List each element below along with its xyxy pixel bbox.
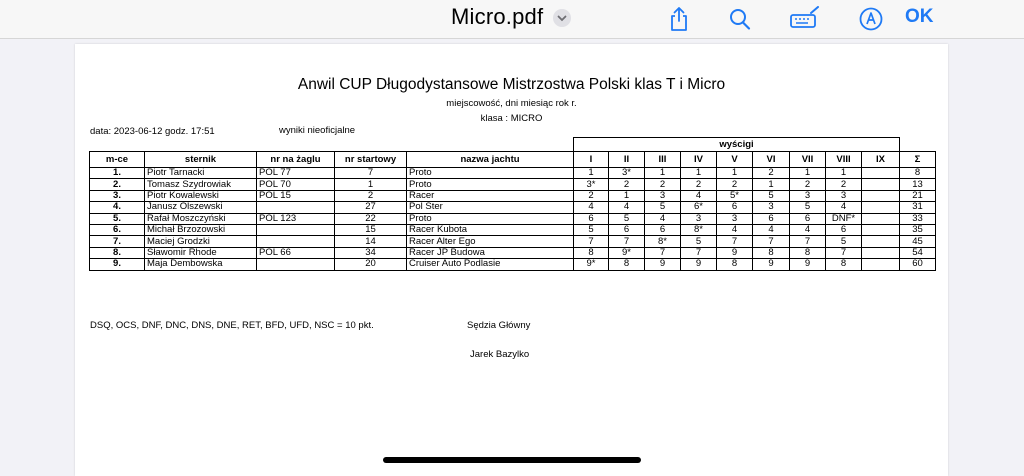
date-line: data: 2023-06-12 godz. 17:51 xyxy=(90,126,215,137)
judge-title: Sędzia Główny xyxy=(467,320,531,331)
race-score-cell: 6 xyxy=(574,213,609,224)
place-cell: 1. xyxy=(90,168,145,179)
race-score-cell: 4 xyxy=(645,213,681,224)
race-score-cell: 5 xyxy=(645,202,681,213)
table-row xyxy=(90,202,936,213)
start-number-cell: 34 xyxy=(335,247,407,258)
column-header: nazwa jachtu xyxy=(407,152,574,168)
sail-number-cell: POL 15 xyxy=(257,190,335,201)
race-score-cell xyxy=(862,224,900,235)
race-score-cell: 1 xyxy=(790,168,826,179)
start-number-cell: 2 xyxy=(335,190,407,201)
race-score-cell: 2 xyxy=(681,179,717,190)
race-score-cell: 7 xyxy=(826,247,862,258)
race-score-cell: 4 xyxy=(826,202,862,213)
place-cell: 3. xyxy=(90,190,145,201)
total-cell: 54 xyxy=(900,247,936,258)
helm-cell: Sławomir Rhode xyxy=(145,247,257,258)
race-score-cell: 2 xyxy=(609,179,645,190)
race-score-cell: 7 xyxy=(609,236,645,247)
yacht-name-cell: Racer Alter Ego xyxy=(407,236,574,247)
race-score-cell: 8 xyxy=(753,247,790,258)
race-score-cell xyxy=(862,168,900,179)
race-score-cell: 8 xyxy=(609,259,645,270)
race-score-cell: 8 xyxy=(790,247,826,258)
location-line: miejscowość, dni miesiąc rok r. xyxy=(446,98,577,109)
column-header: nr na żaglu xyxy=(257,152,335,168)
document-title: Anwil CUP Długodystansowe Mistrzostwa Polski klas T i Micro xyxy=(297,76,726,93)
race-score-cell: 9 xyxy=(717,247,753,258)
race-score-cell: 4 xyxy=(574,202,609,213)
yacht-name-cell: Racer JP Budowa xyxy=(407,247,574,258)
place-cell: 7. xyxy=(90,236,145,247)
start-number-cell: 7 xyxy=(335,168,407,179)
race-score-cell: 4 xyxy=(681,190,717,201)
place-cell: 8. xyxy=(90,247,145,258)
done-button[interactable]: OK xyxy=(905,6,934,27)
judge-name: Jarek Bazylko xyxy=(470,349,530,360)
column-header: sternik xyxy=(145,152,257,168)
helm-cell: Janusz Olszewski xyxy=(145,202,257,213)
document-filename[interactable]: Micro.pdf xyxy=(451,4,544,29)
column-header: III xyxy=(645,152,681,168)
column-header: nr startowy xyxy=(335,152,407,168)
helm-cell: Piotr Kowalewski xyxy=(145,190,257,201)
race-score-cell: 6 xyxy=(826,224,862,235)
race-score-cell: 3 xyxy=(645,190,681,201)
race-score-cell: 9 xyxy=(753,259,790,270)
race-score-cell: 1 xyxy=(645,168,681,179)
race-score-cell: 3 xyxy=(826,190,862,201)
column-header: I xyxy=(574,152,609,168)
race-score-cell xyxy=(862,259,900,270)
race-score-cell: 7 xyxy=(790,236,826,247)
column-header: IV xyxy=(681,152,717,168)
yacht-name-cell: Proto xyxy=(407,213,574,224)
race-score-cell: 5 xyxy=(826,236,862,247)
start-number-cell: 15 xyxy=(335,224,407,235)
race-score-cell: 3 xyxy=(681,213,717,224)
home-indicator[interactable] xyxy=(383,457,641,463)
total-cell: 45 xyxy=(900,236,936,247)
helm-cell: Michał Brzozowski xyxy=(145,224,257,235)
race-score-cell: 3* xyxy=(609,168,645,179)
race-score-cell: 6* xyxy=(681,202,717,213)
table-row xyxy=(90,168,936,179)
race-score-cell: 9* xyxy=(574,259,609,270)
column-header: II xyxy=(609,152,645,168)
race-score-cell: 9* xyxy=(609,247,645,258)
class-line: klasa : MICRO xyxy=(480,113,543,124)
race-score-cell: 3 xyxy=(790,190,826,201)
race-score-cell: 5 xyxy=(681,236,717,247)
race-score-cell: 2 xyxy=(645,179,681,190)
yacht-name-cell: Proto xyxy=(407,168,574,179)
table-row xyxy=(90,179,936,190)
race-score-cell: 1 xyxy=(826,168,862,179)
race-score-cell: 5* xyxy=(717,190,753,201)
markup-icon[interactable] xyxy=(789,6,821,37)
sail-number-cell xyxy=(257,236,335,247)
race-score-cell: 8 xyxy=(826,259,862,270)
pdf-page xyxy=(75,44,948,476)
race-score-cell: 8* xyxy=(681,224,717,235)
table-row xyxy=(90,190,936,201)
total-cell: 33 xyxy=(900,213,936,224)
place-cell: 6. xyxy=(90,224,145,235)
place-cell: 5. xyxy=(90,213,145,224)
place-cell: 2. xyxy=(90,179,145,190)
race-score-cell xyxy=(862,202,900,213)
race-score-cell xyxy=(862,190,900,201)
race-score-cell: 6 xyxy=(609,224,645,235)
race-score-cell: 8 xyxy=(717,259,753,270)
race-score-cell: 3 xyxy=(753,202,790,213)
race-score-cell xyxy=(862,247,900,258)
race-score-cell: 5 xyxy=(753,190,790,201)
sail-number-cell xyxy=(257,224,335,235)
race-score-cell: 7 xyxy=(574,236,609,247)
pdf-toolbar xyxy=(0,0,1024,39)
yacht-name-cell: Racer xyxy=(407,190,574,201)
helm-cell: Maciej Grodzki xyxy=(145,236,257,247)
annotate-icon[interactable] xyxy=(858,6,884,37)
penalty-footnote: DSQ, OCS, DNF, DNC, DNS, DNE, RET, BFD, UFD, NSC = 10 pkt. xyxy=(90,320,374,331)
total-cell: 8 xyxy=(900,168,936,179)
race-score-cell: 4 xyxy=(753,224,790,235)
sail-number-cell: POL 66 xyxy=(257,247,335,258)
race-score-cell: 3* xyxy=(574,179,609,190)
race-score-cell: 2 xyxy=(717,179,753,190)
table-header-row xyxy=(90,152,936,168)
race-score-cell: 7 xyxy=(645,247,681,258)
total-cell: 60 xyxy=(900,259,936,270)
status-line: wyniki nieoficjalne xyxy=(279,125,356,136)
table-row xyxy=(90,259,936,270)
race-score-cell: 7 xyxy=(681,247,717,258)
helm-cell: Rafał Moszczyński xyxy=(145,213,257,224)
race-score-cell: 2 xyxy=(826,179,862,190)
share-icon[interactable] xyxy=(668,6,690,37)
table-row xyxy=(90,213,936,224)
race-score-cell: 4 xyxy=(717,224,753,235)
race-score-cell: 9 xyxy=(645,259,681,270)
race-score-cell: 4 xyxy=(609,202,645,213)
race-score-cell: 3 xyxy=(717,213,753,224)
column-header: m-ce xyxy=(90,152,145,168)
race-score-cell: 1 xyxy=(681,168,717,179)
helm-cell: Piotr Tarnacki xyxy=(145,168,257,179)
sail-number-cell xyxy=(257,202,335,213)
start-number-cell: 27 xyxy=(335,202,407,213)
race-score-cell: 6 xyxy=(645,224,681,235)
race-score-cell: 2 xyxy=(574,190,609,201)
sail-number-cell: POL 123 xyxy=(257,213,335,224)
race-score-cell xyxy=(862,179,900,190)
race-score-cell: 4 xyxy=(790,224,826,235)
column-header: V xyxy=(717,152,753,168)
total-cell: 13 xyxy=(900,179,936,190)
table-row xyxy=(90,224,936,235)
race-score-cell: 6 xyxy=(753,213,790,224)
yacht-name-cell: Racer Kubota xyxy=(407,224,574,235)
race-score-cell: 5 xyxy=(790,202,826,213)
start-number-cell: 1 xyxy=(335,179,407,190)
table-row xyxy=(90,236,936,247)
total-cell: 31 xyxy=(900,202,936,213)
race-score-cell: 5 xyxy=(609,213,645,224)
place-cell: 9. xyxy=(90,259,145,270)
yacht-name-cell: Cruiser Auto Podlasie xyxy=(407,259,574,270)
total-cell: 21 xyxy=(900,190,936,201)
race-score-cell xyxy=(862,236,900,247)
sail-number-cell xyxy=(257,259,335,270)
results-table xyxy=(89,137,936,271)
column-header: VIII xyxy=(826,152,862,168)
race-score-cell: 6 xyxy=(717,202,753,213)
race-score-cell: 2 xyxy=(753,168,790,179)
helm-cell: Maja Dembowska xyxy=(145,259,257,270)
race-score-cell xyxy=(862,213,900,224)
race-score-cell: 6 xyxy=(790,213,826,224)
race-score-cell: 5 xyxy=(574,224,609,235)
column-header: IX xyxy=(862,152,900,168)
yacht-name-cell: Pol Ster xyxy=(407,202,574,213)
sail-number-cell: POL 70 xyxy=(257,179,335,190)
column-header: VII xyxy=(790,152,826,168)
race-score-cell: 1 xyxy=(574,168,609,179)
race-score-cell: 8* xyxy=(645,236,681,247)
start-number-cell: 14 xyxy=(335,236,407,247)
start-number-cell: 20 xyxy=(335,259,407,270)
table-row xyxy=(90,247,936,258)
race-score-cell: 7 xyxy=(717,236,753,247)
race-score-cell: 8 xyxy=(574,247,609,258)
race-score-cell: 1 xyxy=(609,190,645,201)
column-header: Σ xyxy=(900,152,936,168)
total-cell: 35 xyxy=(900,224,936,235)
chevron-down-icon[interactable] xyxy=(553,9,571,27)
race-score-cell: 1 xyxy=(717,168,753,179)
helm-cell: Tomasz Szydrowiak xyxy=(145,179,257,190)
place-cell: 4. xyxy=(90,202,145,213)
race-score-cell: 7 xyxy=(753,236,790,247)
race-score-cell: DNF* xyxy=(826,213,862,224)
yacht-name-cell: Proto xyxy=(407,179,574,190)
column-header: VI xyxy=(753,152,790,168)
search-icon[interactable] xyxy=(728,6,752,37)
races-header: wyścigi xyxy=(574,138,900,152)
start-number-cell: 22 xyxy=(335,213,407,224)
race-score-cell: 2 xyxy=(790,179,826,190)
race-score-cell: 9 xyxy=(681,259,717,270)
race-score-cell: 9 xyxy=(790,259,826,270)
sail-number-cell: POL 77 xyxy=(257,168,335,179)
race-score-cell: 1 xyxy=(753,179,790,190)
